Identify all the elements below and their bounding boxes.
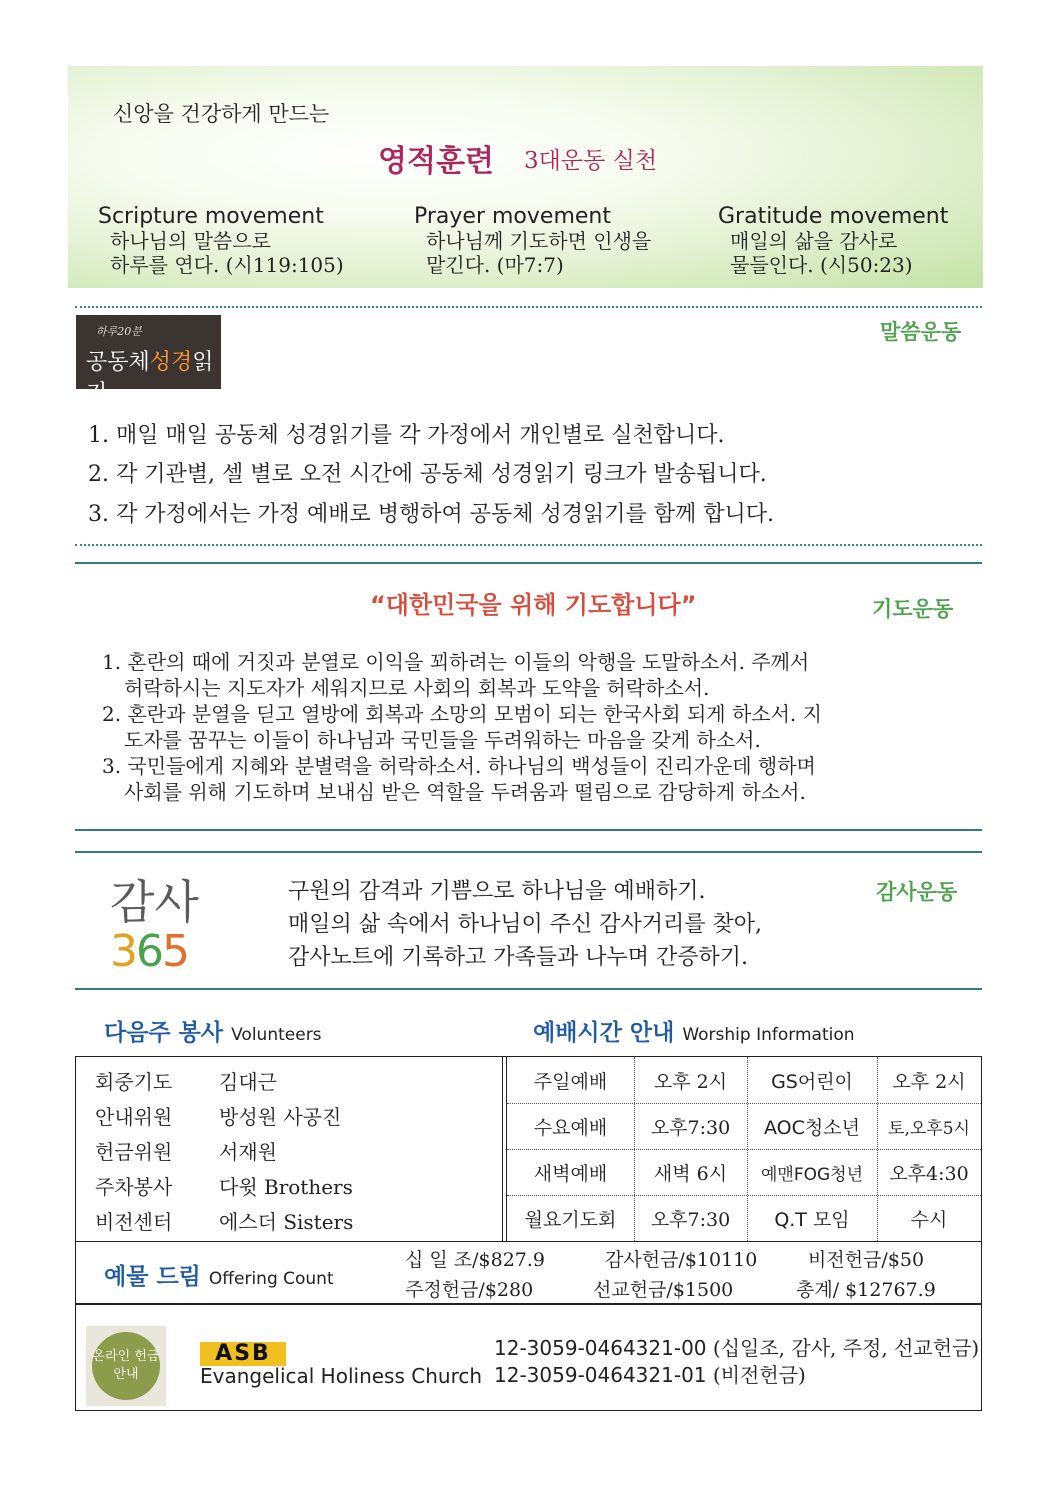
badge-text: 온라인 헌금 안내 [92,1332,160,1400]
online-giving-badge [86,1326,166,1406]
scripture-movement [98,204,398,277]
table-cell: 토,오후5시 [888,1118,970,1139]
bible-reading-logo [76,315,221,406]
table-cell: Q.T 모임 [774,1208,850,1231]
prayer-heading: “대한민국을 위해 기도합니다” [370,591,697,619]
movement-line: 맡긴다. (마7:7) [426,253,564,277]
account-desc: (비전헌금) [712,1363,806,1387]
volunteer-name: 방성원 사공진 [219,1105,342,1129]
list-item: 1. 매일 매일 공동체 성경읽기를 각 가정에서 개인별로 실천합니다. [88,423,725,448]
offering-item: 총계/ $12767.9 [796,1279,936,1301]
movement-title: Scripture movement [98,204,324,229]
prayer-section-tag: 기도운동 [872,597,954,621]
volunteers-heading: 다음주 봉사 Volunteers [104,1020,322,1046]
divider [75,988,982,990]
offering-item: 감사헌금/$10110 [605,1249,758,1271]
table-cell: 새벽예배 [533,1162,608,1185]
table-cell: 수요예배 [533,1116,608,1139]
volunteer-role: 안내위원 [95,1105,173,1129]
bank-logo: ASB [200,1342,286,1366]
logo-number: 365 [110,926,188,977]
divider [75,562,982,564]
offering-item: 선교헌금/$1500 [593,1279,734,1301]
volunteer-role: 회중기도 [95,1070,173,1094]
table-cell: 예맨FOG청년 [760,1164,864,1185]
list-item-cont: 도자를 꿈꾸는 이들이 하나님과 국민들을 두려워하는 마음을 갖게 하소서. [124,728,761,752]
list-item-cont: 사회를 위해 기도하며 보내심 받은 역할을 두려움과 떨림으로 감당하게 하소서. [124,780,806,804]
church-name: Evangelical Holiness Church [200,1364,483,1388]
divider [75,851,982,853]
logo-word: 감사 [110,875,199,929]
movement-title: Gratitude movement [718,204,949,229]
worship-schedule [507,1057,981,1241]
table-cell: 오후 2시 [653,1070,728,1093]
movement-line: 하루를 연다. (시119:105) [110,253,344,277]
table-cell: AOC청소년 [764,1116,860,1139]
account-desc: (십일조, 감사, 주정, 선교헌금) [712,1336,980,1360]
gratitude-line: 매일의 삶 속에서 하나님이 주신 감사거리를 찾아, [288,912,762,937]
banner-title: 영적훈련 [378,144,494,179]
table-cell: 오후7:30 [650,1208,731,1231]
account-line [494,1332,979,1361]
table-cell: 새벽 6시 [653,1162,728,1185]
list-item-cont: 허락하시는 지도자가 세워지므로 사회의 회복과 도약을 허락하소서. [124,676,710,700]
volunteer-role: 비전센터 [95,1210,173,1234]
volunteer-name: 에스더 Sisters [219,1210,354,1234]
volunteer-name: 다윗 Brothers [219,1175,353,1199]
account-line [494,1359,806,1388]
account-number: 12-3059-0464321-00 [494,1336,707,1360]
gratitude-365-logo [110,866,199,977]
gratitude-line: 감사노트에 기록하고 가족들과 나누며 간증하기. [288,945,749,970]
offering-item: 주정헌금/$280 [405,1279,534,1301]
table-cell: 오후4:30 [889,1162,969,1185]
gratitude-movement [718,204,1018,277]
list-item: 1. 혼란의 때에 거짓과 분열로 이익을 꾀하려는 이들의 악행을 도말하소서. 주께서 [102,650,810,674]
divider [75,306,982,308]
volunteer-role: 헌금위원 [95,1140,173,1164]
worship-heading: 예배시간 안내 Worship Information [533,1020,855,1046]
table-cell: 수시 [910,1208,948,1231]
list-item: 2. 혼란과 분열을 딛고 열방에 회복과 소망의 모범이 되는 한국사회 되게 하소서. 지 [102,702,822,726]
list-item: 2. 각 기관별, 셀 별로 오전 시간에 공동체 성경읽기 링크가 발송됩니다. [88,462,767,487]
table-cell: GS어린이 [771,1070,853,1093]
table-cell: 오후7:30 [650,1116,731,1139]
table-cell: 주일예배 [533,1070,608,1093]
movement-line: 하나님께 기도하면 인생을 [426,229,652,253]
offering-item: 십 일 조/$827.9 [405,1249,546,1271]
table-cell: 오후 2시 [892,1070,966,1093]
banner-tagline: 신앙을 건강하게 만드는 [113,102,330,126]
gratitude-section-tag: 감사운동 [876,880,958,904]
banner-subtitle: 3대운동 실천 [524,148,658,174]
header-banner [68,66,983,288]
list-item: 3. 국민들에게 지혜와 분별력을 허락하소서. 하나님의 백성들이 진리가운데 행하며 [102,754,816,778]
prayer-list [102,649,967,805]
logo-caption: 하루20분 [96,325,142,338]
table-cell: 월요기도회 [524,1208,617,1231]
volunteer-name: 김대근 [219,1070,277,1094]
volunteer-role: 주차봉사 [95,1175,173,1199]
movement-line: 하나님의 말씀으로 [110,229,271,253]
list-item: 3. 각 가정에서는 가정 예배로 병행하여 공동체 성경읽기를 함께 합니다. [88,502,774,527]
offering-heading: 예물 드림 Offering Count [104,1264,334,1290]
volunteer-name: 서재원 [219,1140,277,1164]
movement-line: 물들인다. (시50:23) [730,253,913,277]
logo-text: 공동체성경읽기 [86,350,214,406]
divider [75,829,982,831]
account-number: 12-3059-0464321-01 [494,1363,707,1387]
prayer-movement [414,204,714,277]
movement-title: Prayer movement [414,204,611,229]
movement-line: 매일의 삶을 감사로 [730,229,898,253]
word-section-tag: 말씀운동 [880,320,962,344]
gratitude-line: 구원의 감격과 기쁨으로 하나님을 예배하기. [288,879,706,904]
offering-item: 비전헌금/$50 [808,1249,925,1271]
divider [75,544,982,546]
